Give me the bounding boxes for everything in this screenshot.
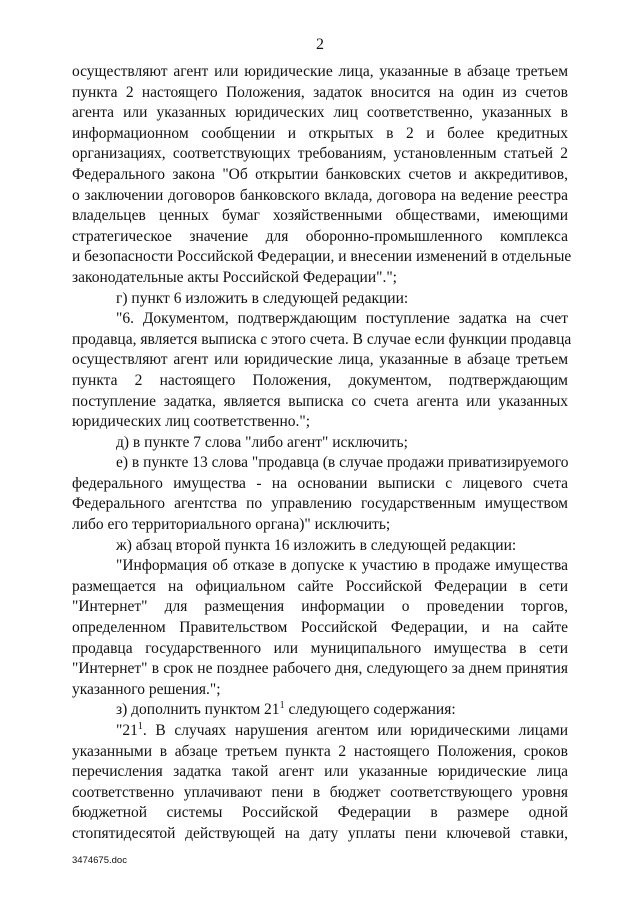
text-line: поступление задатка, является выписка со счета агента или указанных: [72, 392, 568, 410]
text-line: указанными в абзаце третьем пункта 2 настоящего Положения, сроков: [72, 742, 568, 760]
text-line: "Информация об отказе в допуске к участию в продаже имущества: [116, 557, 568, 575]
text-line: Федерального закона "Об открытии банковских счетов и аккредитивов,: [72, 165, 568, 183]
text-fragment: следующего содержания:: [284, 701, 456, 719]
text-line: перечисления задатка такой агент или указанные юридические лица: [72, 763, 568, 781]
text-line: соответственно уплачивают пени в бюджет соответствующего уровня: [72, 783, 568, 801]
text-line: информационном сообщении и открытых в 2 и более кредитных: [72, 124, 568, 142]
text-line: агента или указанных юридических лиц соответственно, указанных в: [72, 104, 568, 122]
text-line: е) в пункте 13 слова "продавца (в случае продажи приватизируемого: [116, 454, 569, 472]
superscript: 1: [137, 721, 143, 732]
text-line: "6. Документом, подтверждающим поступление задатка на счет: [116, 310, 568, 328]
text-line: владельцев ценных бумаг хозяйственными обществами, имеющими: [72, 207, 568, 225]
text-line: пункта 2 настоящего Положения, документом, подтверждающим: [72, 371, 568, 389]
text-line: осуществляют агент или юридические лица, указанные в абзаце третьем: [72, 63, 568, 80]
text-fragment: . В случаях нарушения агентом или юридическими лицами: [142, 722, 568, 739]
text-line: "Интернет" для размещения информации о проведении торгов,: [72, 598, 568, 616]
text-line: либо его территориального органа)" исключить;: [72, 516, 391, 534]
text-line: [72, 721, 568, 742]
text-line: пункта 2 настоящего Положения, задаток вносится на один из счетов: [72, 83, 568, 101]
text-line: законодательные акты Российской Федерации".";: [72, 268, 397, 286]
text-line: определенном Правительством Российской Федерации, и на сайте: [72, 619, 568, 637]
text-line: д) в пункте 7 слова "либо агент" исключить;: [116, 433, 408, 451]
superscript: 1: [279, 700, 285, 712]
text-line: указанного решения.";: [72, 680, 221, 698]
text-line: Федерального агентства по управлению государственным имуществом: [72, 495, 568, 513]
text-line: осуществляют агент или юридические лица, указанные в абзаце третьем: [72, 351, 568, 369]
text-line: г) пункт 6 изложить в следующей редакции:: [116, 289, 409, 307]
text-line: стопятидесятой действующей на дату уплаты пени ключевой ставки,: [72, 824, 568, 842]
text-line: стратегическое значение для оборонно-промышленного комплекса: [72, 227, 568, 245]
document-body: [72, 62, 572, 845]
text-line: ж) абзац второй пункта 16 изложить в следующей редакции:: [116, 536, 517, 554]
footer-filename: 3474675.doc: [72, 855, 127, 866]
text-line: продавца, является выписка с этого счета. В случае если функции продавца: [72, 330, 572, 348]
text-line: федерального имущества - на основании выписки с лицевого счета: [72, 474, 568, 492]
text-line: "Интернет" в срок не позднее рабочего дня, следующего за днем принятия: [72, 660, 568, 678]
text-line: [72, 700, 568, 721]
text-line: бюджетной системы Российской Федерации в размере одной: [72, 804, 568, 822]
page-number: 2: [316, 36, 324, 53]
text-line: организациях, соответствующих требованиям, установленным статьей 2: [72, 145, 568, 163]
text-line: продавца государственного или муниципального имущества в сети: [72, 639, 568, 657]
text-fragment: з) дополнить пунктом 21: [116, 701, 280, 719]
text-line: о заключении договоров банковского вклада, договора на ведение реестра: [72, 186, 568, 204]
text-fragment: "21: [116, 722, 138, 739]
text-line: размещается на официальном сайте Российской Федерации в сети: [72, 577, 568, 595]
text-line: и безопасности Российской Федерации, и внесении изменений в отдельные: [72, 248, 572, 266]
text-line: юридических лиц соответственно.";: [72, 413, 311, 431]
